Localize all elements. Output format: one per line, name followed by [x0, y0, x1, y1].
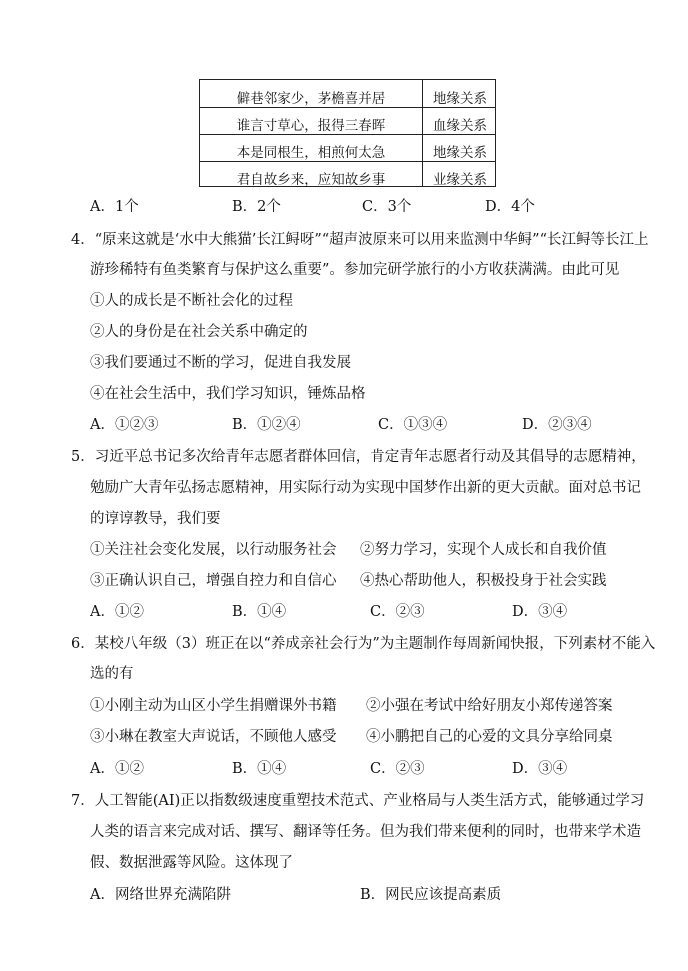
q4-option-b: B．①②④ — [232, 417, 301, 433]
table-relation: 地缘关系 — [433, 91, 487, 107]
table-rule — [200, 107, 495, 108]
q6-item-4: ④小鹏把自己的心爱的文具分享给同桌 — [366, 729, 613, 745]
q6-stem-line2: 选的有 — [90, 666, 134, 682]
q6-option-a: A．①② — [90, 761, 144, 777]
q5-option-d: D．③④ — [512, 604, 568, 620]
q4-item-1: ①人的成长是不断社会化的过程 — [90, 293, 293, 309]
q3-option-a: A．1个 — [90, 199, 139, 215]
q5-item-2: ②努力学习，实现个人成长和自我价值 — [360, 542, 607, 558]
q6-option-d: D．③④ — [512, 761, 568, 777]
relation-table — [199, 79, 496, 187]
table-relation: 业缘关系 — [433, 172, 487, 188]
q6-option-b: B．①④ — [232, 761, 287, 777]
q5-stem-line1: 5．习近平总书记多次给青年志愿者群体回信，肯定青年志愿者行动及其倡导的志愿精神， — [71, 449, 646, 465]
q4-option-a: A．①②③ — [90, 417, 159, 433]
q7-option-b: B．网民应该提高素质 — [360, 887, 502, 903]
q3-option-d: D．4个 — [485, 199, 535, 215]
table-rule — [200, 134, 495, 135]
q3-option-b: B．2个 — [232, 199, 281, 215]
q3-option-c: C．3个 — [362, 199, 412, 215]
q5-option-b: B．①④ — [232, 604, 287, 620]
q4-option-c: C．①③④ — [378, 417, 448, 433]
q4-item-3: ③我们要通过不断的学习，促进自我发展 — [90, 355, 351, 371]
table-poem: 谁言寸草心，报得三春晖 — [236, 118, 386, 134]
table-rule — [200, 161, 495, 162]
q5-item-1: ①关注社会变化发展，以行动服务社会 — [90, 542, 337, 558]
q5-option-a: A．①② — [90, 604, 144, 620]
q4-item-2: ②人的身份是在社会关系中确定的 — [90, 324, 308, 340]
q4-stem-line1: 4．“原来这就是‘水中大熊猫’长江鲟呀”“超声波原来可以用来监测中华鲟”“长江鲟等长江上 — [71, 232, 649, 248]
table-poem: 本是同根生，相煎何太急 — [236, 145, 386, 161]
table-relation: 血缘关系 — [433, 118, 487, 134]
q5-item-3: ③正确认识自己，增强自控力和自信心 — [90, 573, 337, 589]
q5-stem-line3: 的谆谆教导，我们要 — [90, 511, 221, 527]
q7-stem-line3: 假、数据泄露等风险。这体现了 — [90, 855, 293, 871]
q4-stem-line2: 游珍稀特有鱼类繁育与保护这么重要”。参加完研学旅行的小方收获满满。由此可见 — [90, 262, 620, 278]
q7-stem-line2: 人类的语言来完成对话、撰写、翻译等任务。但为我们带来便利的同时，也带来学术造 — [90, 824, 641, 840]
q7-stem-line1: 7．人工智能(AI)正以指数级速度重塑技术范式、产业格局与人类生活方式，能够通过学习 — [71, 793, 645, 809]
q7-option-a: A．网络世界充满陷阱 — [90, 887, 231, 903]
q6-stem-line1: 6．某校八年级（3）班正在以“养成亲社会行为”为主题制作每周新闻快报，下列素材不能入 — [71, 636, 656, 652]
table-poem: 僻巷邻家少，茅檐喜并居 — [236, 91, 386, 107]
q6-item-1: ①小刚主动为山区小学生捐赠课外书籍 — [90, 698, 337, 714]
q6-option-c: C．②③ — [370, 761, 425, 777]
q4-option-d: D．②③④ — [522, 417, 592, 433]
q6-item-3: ③小琳在教室大声说话，不顾他人感受 — [90, 729, 337, 745]
q4-item-4: ④在社会生活中，我们学习知识，锤炼品格 — [90, 386, 366, 402]
q5-stem-line2: 勉励广大青年弘扬志愿精神，用实际行动为实现中国梦作出新的更大贡献。面对总书记 — [90, 480, 641, 496]
q5-item-4: ④热心帮助他人，积极投身于社会实践 — [360, 573, 607, 589]
table-poem: 君自故乡来，应知故乡事 — [236, 172, 386, 188]
table-relation: 地缘关系 — [433, 145, 487, 161]
q5-option-c: C．②③ — [370, 604, 425, 620]
q6-item-2: ②小强在考试中给好朋友小郑传递答案 — [366, 698, 613, 714]
